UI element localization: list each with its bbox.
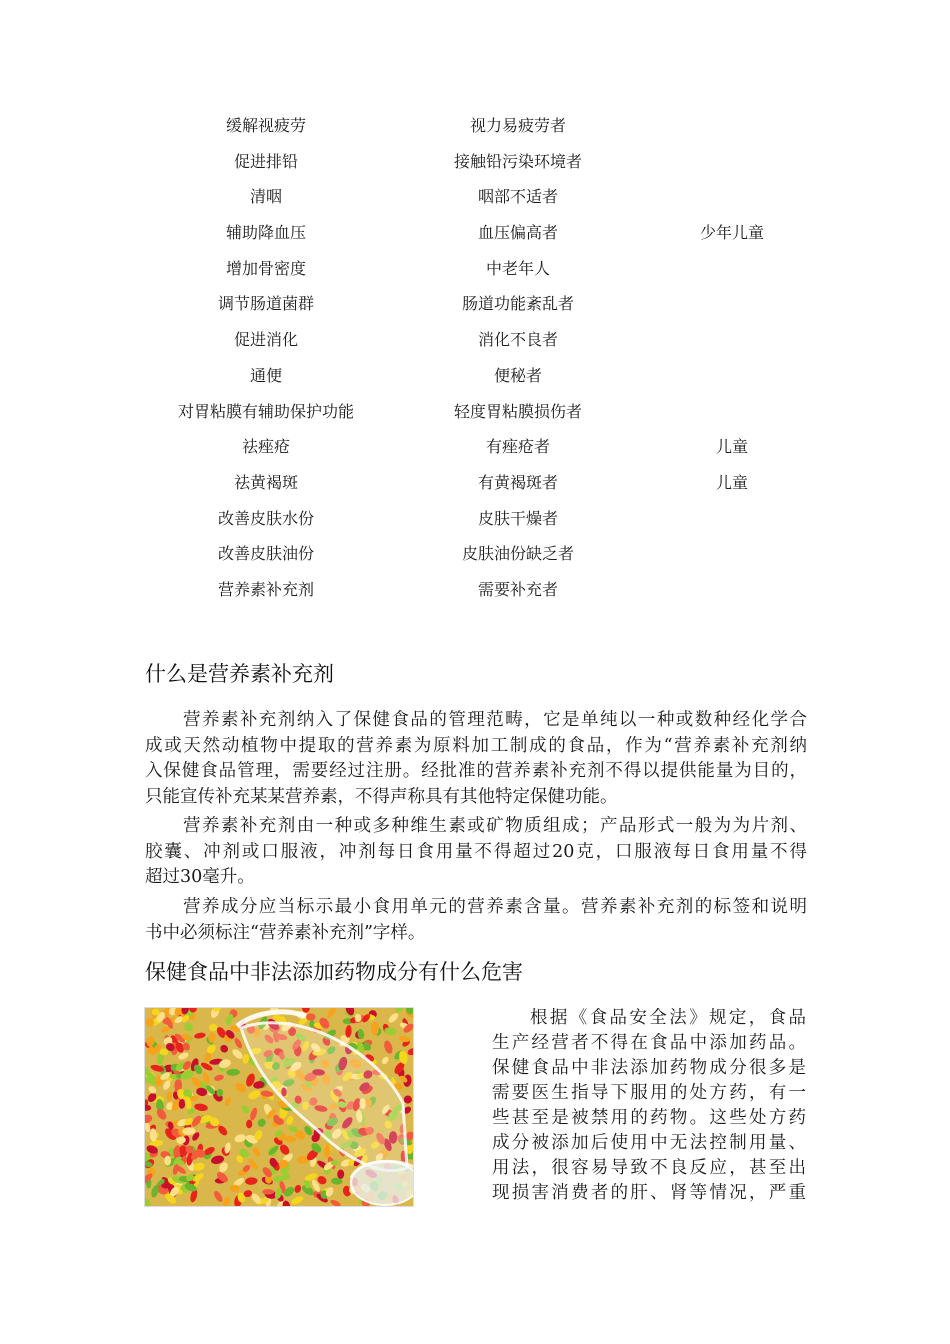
jellybean-illustration [145, 1008, 413, 1206]
table-row [0, 538, 950, 574]
function-cell: 通便 [249, 365, 282, 385]
function-cell: 营养素补充剂 [217, 579, 314, 599]
function-cell: 改善皮肤水份 [217, 508, 314, 528]
text-line: 只能宣传补充某某营养素，不得声称具有其他特定保健功能。 [145, 786, 618, 807]
table-row [0, 217, 950, 253]
section-heading-nutrient-supplement: 什么是营养素补充剂 [145, 662, 334, 686]
target-group-cell: 中老年人 [485, 258, 550, 278]
text-line: 需要医生指导下服用的处方药，有一 [492, 1083, 806, 1103]
table-row [0, 288, 950, 324]
target-group-cell: 需要补充者 [477, 579, 558, 599]
text-line: 营养素补充剂由一种或多种维生素或矿物质组成；产品形式一般为为片剂、 [183, 816, 807, 836]
jellybean-jar-photo [144, 1007, 414, 1207]
function-cell: 增加骨密度 [225, 258, 306, 278]
unsuitable-group-cell: 少年儿童 [699, 223, 764, 243]
target-group-cell: 轻度胃粘膜损伤者 [453, 401, 582, 421]
target-group-cell: 消化不良者 [477, 330, 558, 350]
jellybean [262, 1189, 274, 1194]
text-line: 书中必须标注“营养素补充剂”字样。 [145, 922, 426, 943]
unsuitable-group-cell: 儿童 [715, 472, 748, 492]
function-cell: 祛痤疮 [241, 437, 290, 457]
text-line: 些甚至是被禁用的药物。这些处方药 [492, 1108, 806, 1128]
target-group-cell: 视力易疲劳者 [469, 116, 566, 135]
text-line: 胶囊、冲剂或口服液，冲剂每日食用量不得超过20克，口服液每日食用量不得 [145, 841, 807, 862]
function-cell: 祛黄褐斑 [233, 472, 298, 492]
text-line: 保健食品中非法添加药物成分很多是 [492, 1058, 806, 1078]
text-line: 营养素补充剂纳入了保健食品的管理范畴，它是单纯以一种或数种经化学合 [183, 710, 807, 730]
target-group-cell: 血压偏高者 [477, 223, 558, 243]
paragraph-labeling [145, 895, 807, 946]
table-row [0, 324, 950, 360]
table-row [0, 253, 950, 289]
table-row [0, 396, 950, 432]
unsuitable-group-cell: 儿童 [715, 437, 748, 457]
text-line: 用法，很容易导致不良反应，甚至出 [492, 1158, 806, 1178]
text-line: 成或天然动植物中提取的营养素为原料加工制成的食品，作为“营养素补充剂纳 [145, 735, 807, 756]
function-cell: 改善皮肤油份 [217, 544, 314, 564]
target-group-cell: 便秘者 [493, 365, 542, 385]
target-group-cell: 皮肤干燥者 [477, 508, 558, 528]
table-row [0, 431, 950, 467]
text-line: 成分被添加后使用中无法控制用量、 [492, 1133, 806, 1153]
table-row [0, 574, 950, 610]
table-row [0, 360, 950, 396]
paragraph-definition [145, 708, 807, 810]
paragraph-drug-hazard [492, 1006, 806, 1206]
target-group-cell: 有痤疮者 [485, 437, 550, 457]
text-line: 入保健食品管理，需要经过注册。经批准的营养素补充剂不得以提供能量为目的， [145, 761, 807, 781]
table-row [0, 110, 950, 146]
text-line: 超过30毫升。 [145, 867, 255, 887]
table-row [0, 503, 950, 539]
text-line: 营养成分应当标示最小食用单元的营养素含量。营养素补充剂的标签和说明 [183, 897, 807, 917]
function-cell: 对胃粘膜有辅助保护功能 [177, 401, 354, 421]
function-cell: 缓解视疲劳 [225, 116, 306, 135]
paragraph-composition [145, 814, 807, 891]
target-group-cell: 皮肤油份缺乏者 [461, 544, 574, 564]
function-table [0, 110, 950, 610]
function-cell: 调节肠道菌群 [217, 294, 314, 314]
table-row [0, 146, 950, 182]
text-line: 现损害消费者的肝、肾等情况，严重 [492, 1183, 806, 1203]
function-cell: 辅助降血压 [225, 223, 306, 243]
target-group-cell: 肠道功能紊乱者 [461, 294, 574, 314]
text-line: 根据《食品安全法》规定，食品 [530, 1008, 806, 1028]
function-cell: 清咽 [249, 187, 282, 207]
section-heading-illegal-drugs: 保健食品中非法添加药物成分有什么危害 [145, 960, 523, 984]
table-row [0, 467, 950, 503]
target-group-cell: 接触铅污染环境者 [453, 151, 582, 171]
function-cell: 促进排铅 [233, 151, 298, 171]
target-group-cell: 咽部不适者 [477, 187, 558, 207]
function-cell: 促进消化 [233, 330, 298, 350]
table-row [0, 181, 950, 217]
jellybean [164, 1156, 171, 1166]
text-line: 生产经营者不得在食品中添加药品。 [492, 1033, 806, 1053]
jellybean [337, 1170, 344, 1179]
target-group-cell: 有黄褐斑者 [477, 472, 558, 492]
